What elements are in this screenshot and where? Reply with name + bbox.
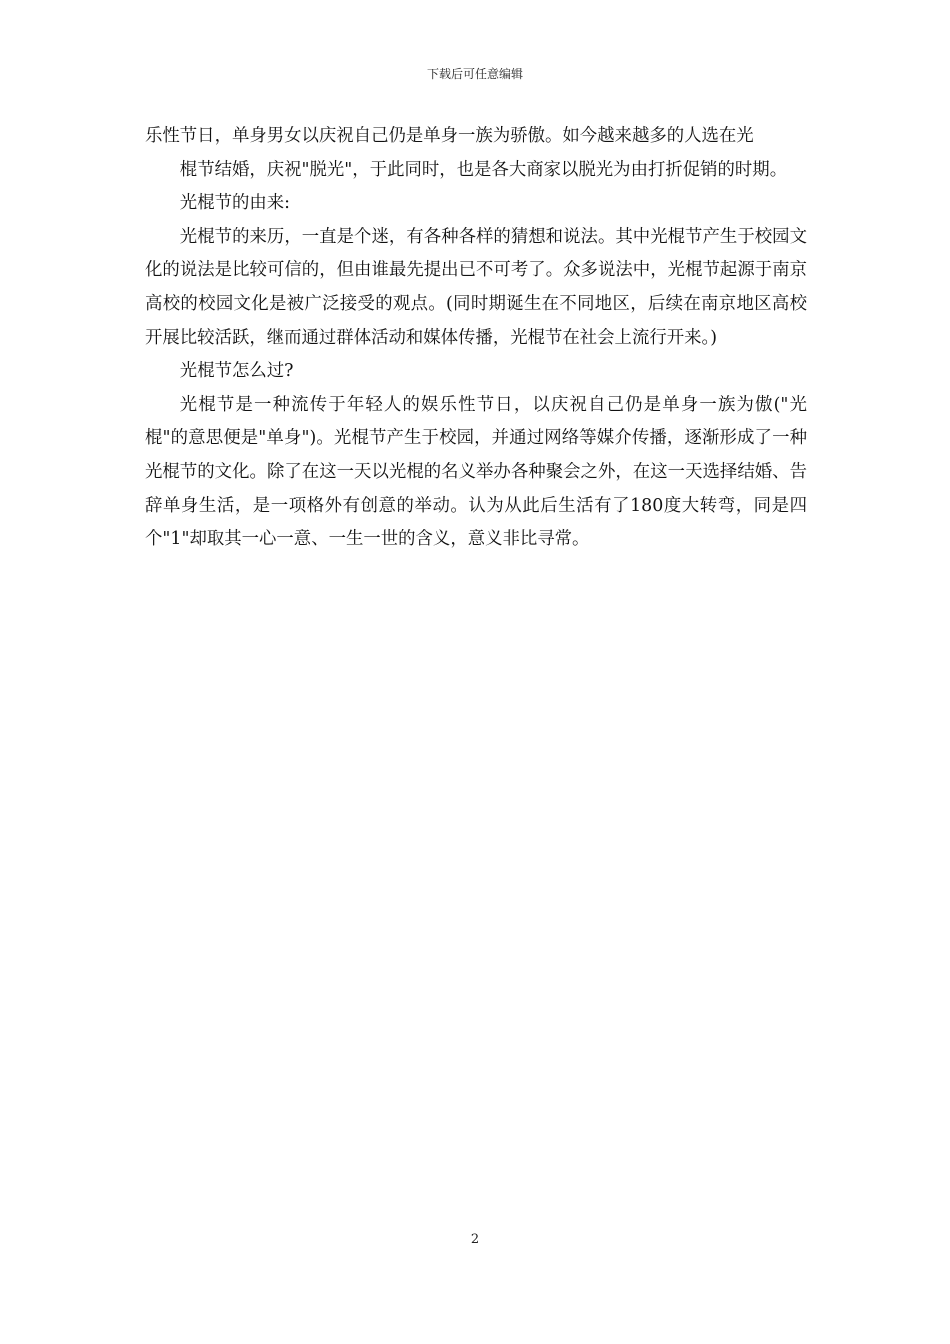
section-heading-origin: 光棍节的由来: [179, 193, 291, 214]
paragraph-celebrate: 光棍节是一种流传于年轻人的娱乐性节日，以庆祝自己仍是单身一族为傲("光棍"的意思便是"单身")。光棍节产生于校园，并通过网络等媒介传播，逐渐形成了一种光棍节的文化。除了在这一天以光棍的名义举办各种聚会之外，在这一天选择结婚、告辞单身生活，是一项格外有创意的举动。认为从此后生活有了180度大转弯，同是四个"1"却取其一心一意、一生一世的含义，意义非比寻常。 [145, 394, 807, 550]
page-number: 2 [470, 1232, 480, 1247]
paragraph-1: 乐性节日，单身男女以庆祝自己仍是单身一族为骄傲。如今越来越多的人选在光 [145, 126, 754, 146]
paragraph-2: 棍节结婚，庆祝"脱光"，于此同时，也是各大商家以脱光为由打折促销的时期。 [179, 159, 788, 180]
paragraph-origin: 光棍节的来历，一直是个迷，有各种各样的猜想和说法。其中光棍节产生于校园文化的说法是比较可信的，但由谁最先提出已不可考了。众多说法中，光棍节起源于南京高校的校园文化是被广泛接受的观点。(同时期诞生在不同地区，后续在南京地区高校开展比较活跃，继而通过群体活动和媒体传播，光棍节在社会上流行开来。) [145, 226, 807, 348]
page-header: 下载后可任意编辑 [426, 67, 523, 81]
document-body [145, 120, 807, 557]
section-heading-celebrate: 光棍节怎么过? [179, 361, 294, 382]
